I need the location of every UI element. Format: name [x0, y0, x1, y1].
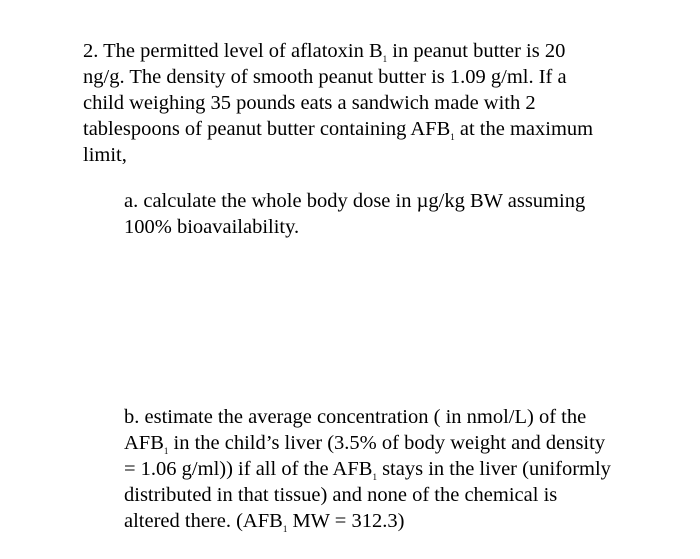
question-main-text [83, 38, 593, 168]
text-line: = 1.06 g/ml)) if all of the $AFB_1$ stays in the liver (uniformly [124, 458, 611, 482]
subscript: 1 [282, 524, 288, 534]
text-line: limit, [83, 144, 127, 166]
text-line: child weighing 35 pounds eats a sandwich made with 2 [83, 92, 536, 114]
text-line: 100% bioavailability. [124, 216, 300, 238]
text-line: tablespoons of peanut butter containing $AFB_1$ at the maximum [83, 118, 594, 142]
question-part-a [124, 188, 585, 240]
subscript: 1 [372, 472, 377, 482]
text-line: 2. The permitted level of aflatoxin $B_1$ in peanut butter is 20 [83, 40, 566, 64]
text-line: altered there. ($AFB_1$ MW = 312.3) [124, 510, 405, 534]
question-part-b [124, 404, 611, 534]
subscript: 1 [163, 446, 169, 456]
text-line: distributed in that tissue) and none of the chemical is [124, 484, 558, 506]
text-line: a. calculate the whole body dose in µg/kg BW assuming [124, 190, 586, 212]
subscript: 1 [450, 132, 455, 142]
text-line: ng/g. The density of smooth peanut butter is 1.09 g/ml. If a [83, 66, 567, 88]
subscript: 1 [382, 54, 388, 64]
text-line: $AFB_1$ in the child’s liver (3.5% of body weight and density [124, 432, 606, 456]
text-line: b. estimate the average concentration ( in nmol/L) of the [124, 406, 587, 428]
